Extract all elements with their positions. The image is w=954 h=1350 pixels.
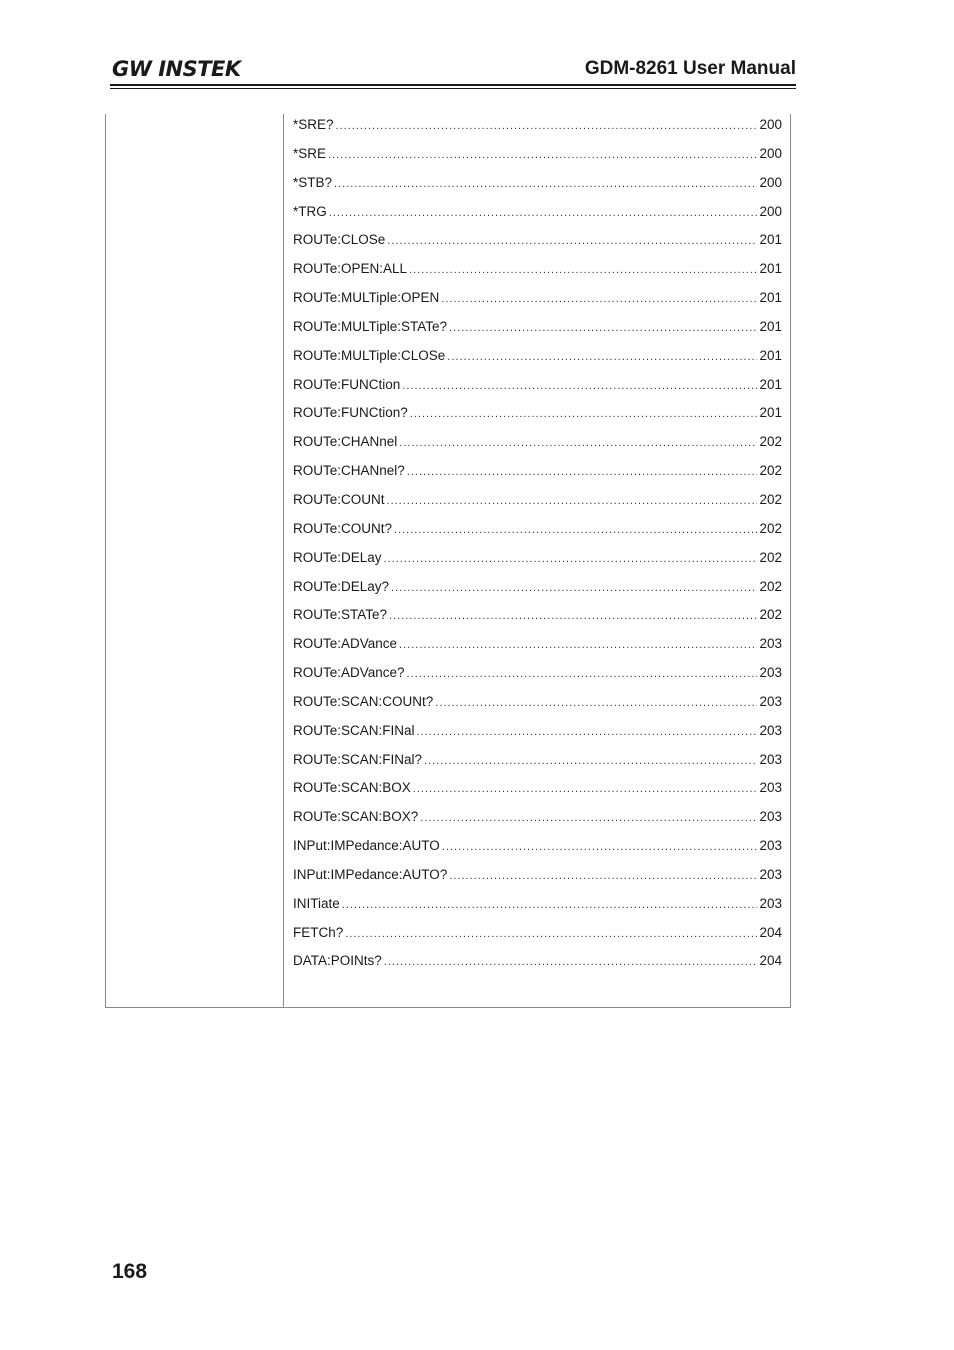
command-name: ROUTe:DELay?	[293, 578, 390, 594]
index-entry[interactable]	[293, 146, 782, 175]
dot-leader	[399, 639, 757, 651]
index-entry[interactable]	[293, 492, 782, 521]
header-rule	[110, 84, 796, 86]
page-reference: 201	[759, 290, 782, 306]
index-entry[interactable]	[293, 204, 782, 233]
index-entry[interactable]	[293, 867, 782, 896]
command-name: ROUTe:SCAN:FINal	[293, 722, 415, 738]
page-header	[110, 52, 796, 88]
index-entry[interactable]	[293, 261, 782, 290]
index-entry[interactable]	[293, 463, 782, 492]
dot-leader	[336, 120, 758, 132]
column-divider	[283, 114, 284, 1007]
page-reference: 201	[759, 405, 782, 421]
index-entry[interactable]	[293, 521, 782, 550]
page-reference: 204	[759, 953, 782, 969]
page-reference: 203	[759, 722, 782, 738]
command-name: *STB?	[293, 174, 333, 190]
command-name: *SRE?	[293, 117, 334, 132]
command-name: ROUTe:ADVance	[293, 636, 398, 652]
command-name: *SRE	[293, 145, 327, 161]
index-entry[interactable]	[293, 319, 782, 348]
dot-leader	[442, 841, 758, 853]
index-entry[interactable]	[293, 232, 782, 261]
index-entry[interactable]	[293, 665, 782, 694]
command-name: *TRG	[293, 203, 327, 219]
command-index-list	[293, 117, 782, 982]
command-index-table	[105, 114, 791, 1008]
manual-title: GDM-8261 User Manual	[584, 58, 796, 79]
dot-leader	[407, 668, 758, 680]
dot-leader	[328, 149, 757, 161]
dot-leader	[399, 437, 757, 449]
page-reference: 202	[759, 491, 782, 507]
index-entry[interactable]	[293, 405, 782, 434]
dot-leader	[420, 812, 757, 824]
index-entry[interactable]	[293, 377, 782, 406]
page-reference: 200	[759, 203, 782, 219]
dot-leader	[387, 495, 758, 507]
command-name: ROUTe:FUNCtion?	[293, 405, 408, 421]
index-entry[interactable]	[293, 550, 782, 579]
command-name: ROUTe:SCAN:COUNt?	[293, 693, 434, 709]
command-name: INPut:IMPedance:AUTO?	[293, 866, 448, 882]
index-entry[interactable]	[293, 117, 782, 146]
page-reference: 201	[759, 318, 782, 334]
page-reference: 201	[759, 261, 782, 277]
command-name: ROUTe:OPEN:ALL	[293, 261, 408, 277]
page-reference: 202	[759, 463, 782, 479]
dot-leader	[384, 553, 758, 565]
command-name: ROUTe:STATe?	[293, 607, 388, 623]
command-name: FETCh?	[293, 924, 344, 940]
brand-logo: GW INSTEK	[112, 57, 241, 81]
command-name: ROUTe:SCAN:BOX?	[293, 809, 419, 825]
page-reference: 203	[759, 809, 782, 825]
index-entry[interactable]	[293, 434, 782, 463]
command-name: ROUTe:ADVance?	[293, 665, 405, 681]
page-reference: 202	[759, 434, 782, 450]
page-reference: 203	[759, 838, 782, 854]
command-name: ROUTe:FUNCtion	[293, 376, 401, 392]
index-entry[interactable]	[293, 723, 782, 752]
page-reference: 200	[759, 145, 782, 161]
dot-leader	[449, 870, 757, 882]
dot-leader	[441, 293, 757, 305]
index-entry[interactable]	[293, 290, 782, 319]
index-entry[interactable]	[293, 607, 782, 636]
page-reference: 200	[759, 117, 782, 132]
index-entry[interactable]	[293, 925, 782, 954]
command-name: ROUTe:MULTiple:STATe?	[293, 318, 448, 334]
page-reference: 202	[759, 549, 782, 565]
index-entry[interactable]	[293, 953, 782, 982]
page-reference: 202	[759, 578, 782, 594]
dot-leader	[345, 928, 757, 940]
dot-leader	[417, 726, 758, 738]
page-reference: 203	[759, 693, 782, 709]
command-name: ROUTe:CLOSe	[293, 232, 386, 248]
dot-leader	[329, 207, 758, 219]
page-reference: 202	[759, 520, 782, 536]
dot-leader	[384, 956, 758, 968]
command-name: ROUTe:CHANnel?	[293, 463, 405, 479]
dot-leader	[402, 380, 757, 392]
header-rule-thin	[110, 88, 796, 89]
page-reference: 201	[759, 232, 782, 248]
dot-leader	[435, 697, 757, 709]
dot-leader	[413, 783, 758, 795]
command-name: ROUTe:CHANnel	[293, 434, 398, 450]
page-number: 168	[112, 1260, 148, 1283]
dot-leader	[334, 178, 757, 190]
dot-leader	[409, 264, 757, 276]
index-entry[interactable]	[293, 636, 782, 665]
index-entry[interactable]	[293, 694, 782, 723]
command-name: ROUTe:MULTiple:OPEN	[293, 290, 440, 306]
dot-leader	[424, 755, 757, 767]
dot-leader	[407, 466, 758, 478]
page-reference: 201	[759, 376, 782, 392]
index-entry[interactable]	[293, 896, 782, 925]
command-name: INITiate	[293, 895, 340, 911]
page-reference: 203	[759, 895, 782, 911]
command-name: INPut:IMPedance:AUTO	[293, 838, 440, 854]
dot-leader	[387, 235, 757, 247]
index-entry[interactable]	[293, 579, 782, 608]
dot-leader	[342, 899, 758, 911]
dot-leader	[389, 610, 757, 622]
command-name: ROUTe:MULTiple:CLOSe	[293, 347, 446, 363]
command-name: ROUTe:SCAN:FINal?	[293, 751, 423, 767]
page-reference: 203	[759, 665, 782, 681]
index-entry[interactable]	[293, 175, 782, 204]
command-name: ROUTe:COUNt?	[293, 520, 393, 536]
page-reference: 203	[759, 866, 782, 882]
index-entry[interactable]	[293, 348, 782, 377]
command-name: ROUTe:DELay	[293, 549, 382, 565]
index-entry[interactable]	[293, 838, 782, 867]
dot-leader	[449, 322, 757, 334]
index-entry[interactable]	[293, 809, 782, 838]
page-reference: 203	[759, 780, 782, 796]
command-name: DATA:POINts?	[293, 953, 382, 969]
command-name: ROUTe:COUNt	[293, 491, 385, 507]
dot-leader	[447, 351, 757, 363]
command-name: ROUTe:SCAN:BOX	[293, 780, 411, 796]
index-entry[interactable]	[293, 780, 782, 809]
page-reference: 202	[759, 607, 782, 623]
page-reference: 204	[759, 924, 782, 940]
dot-leader	[391, 582, 757, 594]
page-reference: 201	[759, 347, 782, 363]
page-reference: 203	[759, 751, 782, 767]
page-reference: 200	[759, 174, 782, 190]
dot-leader	[410, 408, 758, 420]
page-reference: 203	[759, 636, 782, 652]
index-entry[interactable]	[293, 752, 782, 781]
dot-leader	[394, 524, 757, 536]
